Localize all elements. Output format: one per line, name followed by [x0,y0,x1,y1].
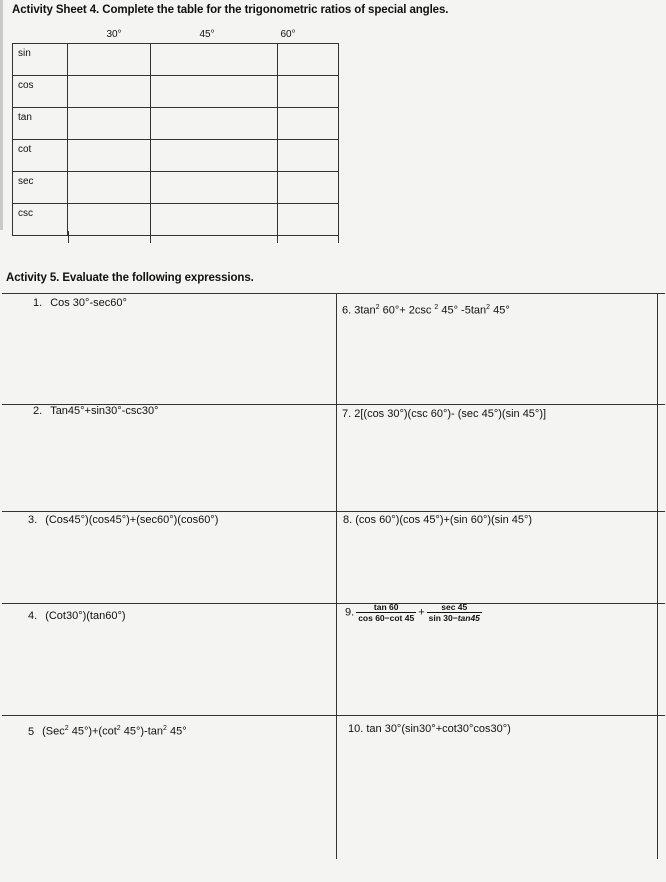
expression-1: 1. Cos 30°-sec60° [33,297,127,309]
answer-cell[interactable] [151,140,278,172]
column-divider [338,231,339,243]
column-divider [657,294,658,859]
expression-4: 4. (Cot30°)(tan60°) [28,610,126,622]
expression-5: 5 (Sec$^2$ $45^\circ)+(\cot^2$ $45^\circ)-\tan^2$ 45° [28,725,187,738]
trig-ratio-table [12,43,339,236]
angle-header-30: 30° [106,29,122,40]
answer-cell[interactable] [151,44,278,76]
row-label-cot: cot [13,140,68,172]
expression-grid [2,293,665,859]
answer-cell[interactable] [278,108,339,140]
expression-10: 10. tan 30°(sin30°+cot30°cos30°) [348,723,511,735]
answer-cell[interactable] [68,172,151,204]
row-label-csc: csc [13,204,68,236]
answer-cell[interactable] [151,108,278,140]
answer-cell[interactable] [278,204,339,236]
answer-cell[interactable] [151,76,278,108]
fraction-2: $\frac{\sec 45}{\sin 30-\tan 45}$ [428,602,480,623]
table-row [13,172,339,204]
answer-cell[interactable] [278,76,339,108]
activity4-title: Activity Sheet 4. Complete the table for the trigonometric ratios of special angles. [12,4,449,16]
expression-8: 8. (cos 60°)(cos 45°)+(sin 60°)(sin 45°) [343,514,533,526]
row-label-cos: cos [13,76,68,108]
column-divider [336,294,337,859]
row-divider [2,603,665,604]
answer-cell[interactable] [68,108,151,140]
row-label-sec: sec [13,172,68,204]
row-divider [2,511,665,512]
expression-7: 7. 2[(cos 30°)(csc 60°)- (sec 45°)(sin 45°)] [342,408,547,420]
table-row [13,44,339,76]
table-row [13,204,339,236]
page-edge [0,0,3,230]
expression-3: 3. (Cos45°)(cos45°)+(sec60°)(cos60°) [28,514,219,526]
answer-cell[interactable] [68,76,151,108]
angle-header-60: 60° [280,29,296,40]
answer-cell[interactable] [68,204,151,236]
fraction-1: $\frac{\tan 60}{\cos 60-\cot 45}$ [358,602,415,623]
column-divider [150,231,151,243]
answer-cell[interactable] [278,140,339,172]
row-divider [2,715,665,716]
expression-6: 6. $3\tan^2$ 60°+ 2csc $^2$ 45° $-5\tan^2$ 45° [342,304,510,317]
table-row [13,108,339,140]
expression-2: 2. Tan45°+sin30°-csc30° [33,405,159,417]
table-row [13,140,339,172]
expression-9: 9. $\frac{\tan 60}{\cos 60-\cot 45}$ + $\frac{\sec 45}{\sin 30-\tan 45}$ [345,602,480,623]
answer-cell[interactable] [278,172,339,204]
table-row [13,76,339,108]
answer-cell[interactable] [68,44,151,76]
answer-cell[interactable] [68,140,151,172]
angle-header-45: 45° [199,29,215,40]
row-label-tan: tan [13,108,68,140]
activity5-title: Activity 5. Evaluate the following expressions. [6,272,254,284]
answer-cell[interactable] [278,44,339,76]
angle-header-row [12,29,334,43]
answer-cell[interactable] [151,204,278,236]
column-divider [68,231,69,243]
row-label-sin: sin [13,44,68,76]
answer-cell[interactable] [151,172,278,204]
column-divider [277,231,278,243]
